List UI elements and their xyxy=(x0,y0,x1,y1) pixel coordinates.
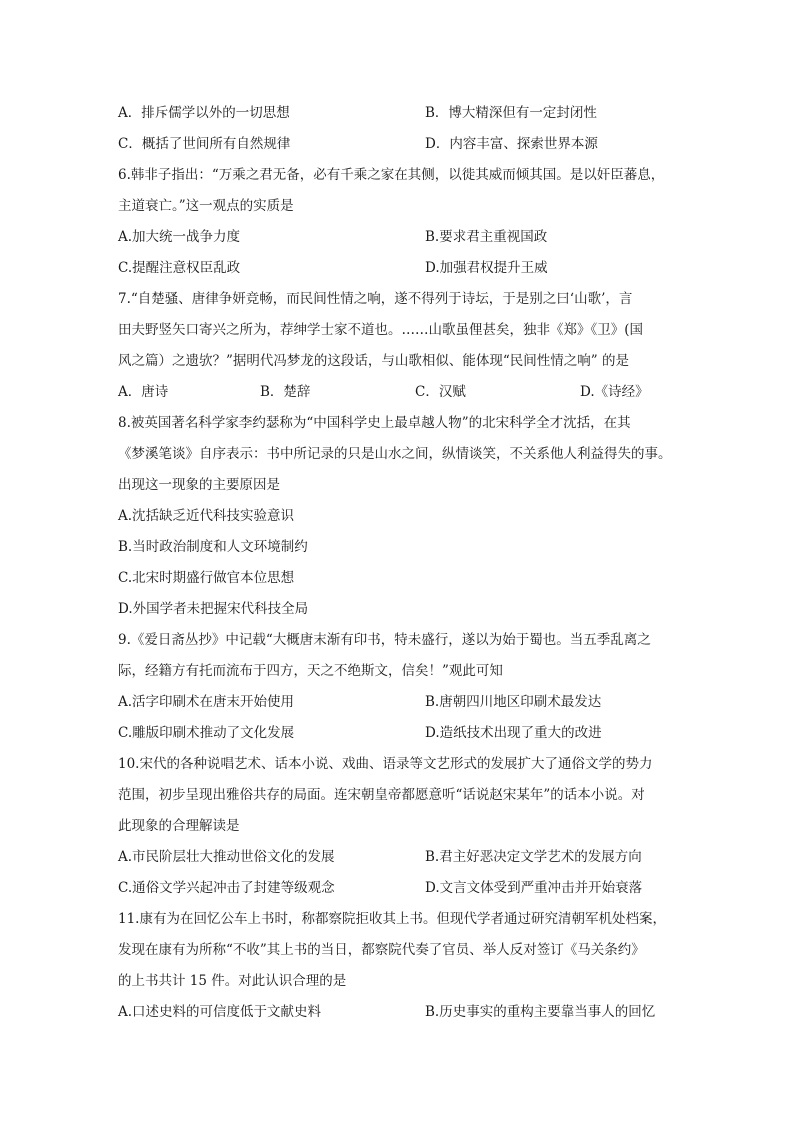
q9-option-d: D.造纸技术出现了重大的改进 xyxy=(425,725,602,741)
q11-stem-line-3: 的上书共计 15 件。对此认识合理的是 xyxy=(118,973,347,989)
q8-option-c: C.北宋时期盛行做官本位思想 xyxy=(118,570,295,586)
q7-option-c: C．汉赋 xyxy=(415,384,466,400)
q11-stem-line-2: 发现在康有为所称“不收”其上书的当日，都察院代奏了官员、举人反对签订《马关条约》 xyxy=(118,942,645,958)
q10-options-row-1 xyxy=(118,842,678,873)
q5-option-b: B．博大精深但有一定封闭性 xyxy=(425,105,597,121)
q10-option-a: A.市民阶层壮大推动世俗文化的发展 xyxy=(118,849,335,865)
q7-stem-line-2: 田夫野竖矢口寄兴之所为，荐绅学士家不道也。……山歌虽俚甚矣，独非《郑》《卫》(国 xyxy=(118,322,644,338)
q8-stem-line-1: 8.被英国著名科学家李约瑟称为“中国科学史上最卓越人物”的北宋科学全才沈括，在其 xyxy=(118,415,631,431)
q10-option-d: D.文言文体受到严重冲击并开始衰落 xyxy=(425,880,643,896)
q5-option-d: D．内容丰富、探索世界本源 xyxy=(425,136,598,152)
q10-option-c: C.通俗文学兴起冲击了封建等级观念 xyxy=(118,880,335,896)
question-9 xyxy=(118,625,678,749)
q5-option-a: A．排斥儒学以外的一切思想 xyxy=(118,105,290,121)
q10-option-b: B.君主好恶决定文学艺术的发展方向 xyxy=(425,849,642,865)
q10-stem-line-1: 10.宋代的各种说唱艺术、话本小说、戏曲、语录等文艺形式的发展扩大了通俗文学的势力 xyxy=(118,756,653,772)
q7-option-b: B．楚辞 xyxy=(260,384,311,400)
q9-option-c: C.雕版印刷术推动了文化发展 xyxy=(118,725,295,741)
q8-stem-line-2: 《梦溪笔谈》自序表示：书中所记录的只是山水之间，纵情谈笑，不关系他人利益得失的事。 xyxy=(118,446,672,462)
question-8 xyxy=(118,408,678,625)
q9-stem-line-1: 9.《爱日斋丛抄》中记载“大概唐末渐有印书，特未盛行，遂以为始于蜀也。当五季乱离之 xyxy=(118,632,651,648)
q11-option-a: A.口述史料的可信度低于文献史料 xyxy=(118,1004,322,1020)
question-11 xyxy=(118,904,678,1028)
q11-options-row-1 xyxy=(118,997,678,1028)
q9-option-a: A.活字印刷术在唐末开始使用 xyxy=(118,694,295,710)
q8-option-a: A.沈括缺乏近代科技实验意识 xyxy=(118,508,295,524)
question-10 xyxy=(118,749,678,904)
q5-option-c: C．概括了世间所有自然规律 xyxy=(118,136,291,152)
q6-option-a: A.加大统一战争力度 xyxy=(118,229,241,245)
q8-option-b: B.当时政治制度和人文环境制约 xyxy=(118,539,308,555)
question-7 xyxy=(118,284,678,408)
q10-stem-line-3: 此现象的合理解读是 xyxy=(118,818,240,834)
q9-options-row-1 xyxy=(118,687,678,718)
q8-option-d: D.外国学者未把握宋代科技全局 xyxy=(118,601,309,617)
q6-option-c: C.提醒注意权臣乱政 xyxy=(118,260,241,276)
q7-option-a: A．唐诗 xyxy=(118,384,169,400)
q6-option-d: D.加强君权提升王威 xyxy=(425,260,548,276)
q9-option-b: B.唐朝四川地区印刷术最发达 xyxy=(425,694,602,710)
q9-stem-line-2: 际，经籍方有托而流布于四方，天之不绝斯文，信矣！”观此可知 xyxy=(118,663,503,679)
q7-options-row xyxy=(118,377,678,408)
q6-options-row-1 xyxy=(118,222,678,253)
q11-stem-line-1: 11.康有为在回忆公车上书时，称都察院拒收其上书。但现代学者通过研究清朝军机处档案， xyxy=(118,911,666,927)
q10-options-row-2 xyxy=(118,873,678,904)
exam-page xyxy=(118,98,678,1028)
q7-stem-line-1: 7.“自楚骚、唐律争妍竞畅，而民间性情之响，遂不得列于诗坛，于是别之曰‘山歌’，言 xyxy=(118,291,633,307)
q7-option-d: D.《诗经》 xyxy=(580,384,649,400)
q5-options-row-2 xyxy=(118,129,678,160)
q6-option-b: B.要求君主重视国政 xyxy=(425,229,548,245)
q10-stem-line-2: 范围，初步呈现出雅俗共存的局面。连宋朝皇帝都愿意听“话说赵宋某年”的话本小说。对 xyxy=(118,787,645,803)
q5-options-row-1 xyxy=(118,98,678,129)
q7-stem-line-3: 风之篇）之遗欤？”据明代冯梦龙的这段话，与山歌相似、能体现“民间性情之响” 的是 xyxy=(118,353,629,369)
question-6 xyxy=(118,160,678,284)
q6-stem-line-2: 主道衰亡。”这一观点的实质是 xyxy=(118,198,294,214)
q6-stem-line-1: 6.韩非子指出：“万乘之君无备，必有千乘之家在其侧，以徙其威而倾其国。是以奸臣蕃息， xyxy=(118,167,665,183)
q8-stem-line-3: 出现这一现象的主要原因是 xyxy=(118,477,280,493)
q6-options-row-2 xyxy=(118,253,678,284)
q9-options-row-2 xyxy=(118,718,678,749)
q11-option-b: B.历史事实的重构主要靠当事人的回忆 xyxy=(425,1004,656,1020)
